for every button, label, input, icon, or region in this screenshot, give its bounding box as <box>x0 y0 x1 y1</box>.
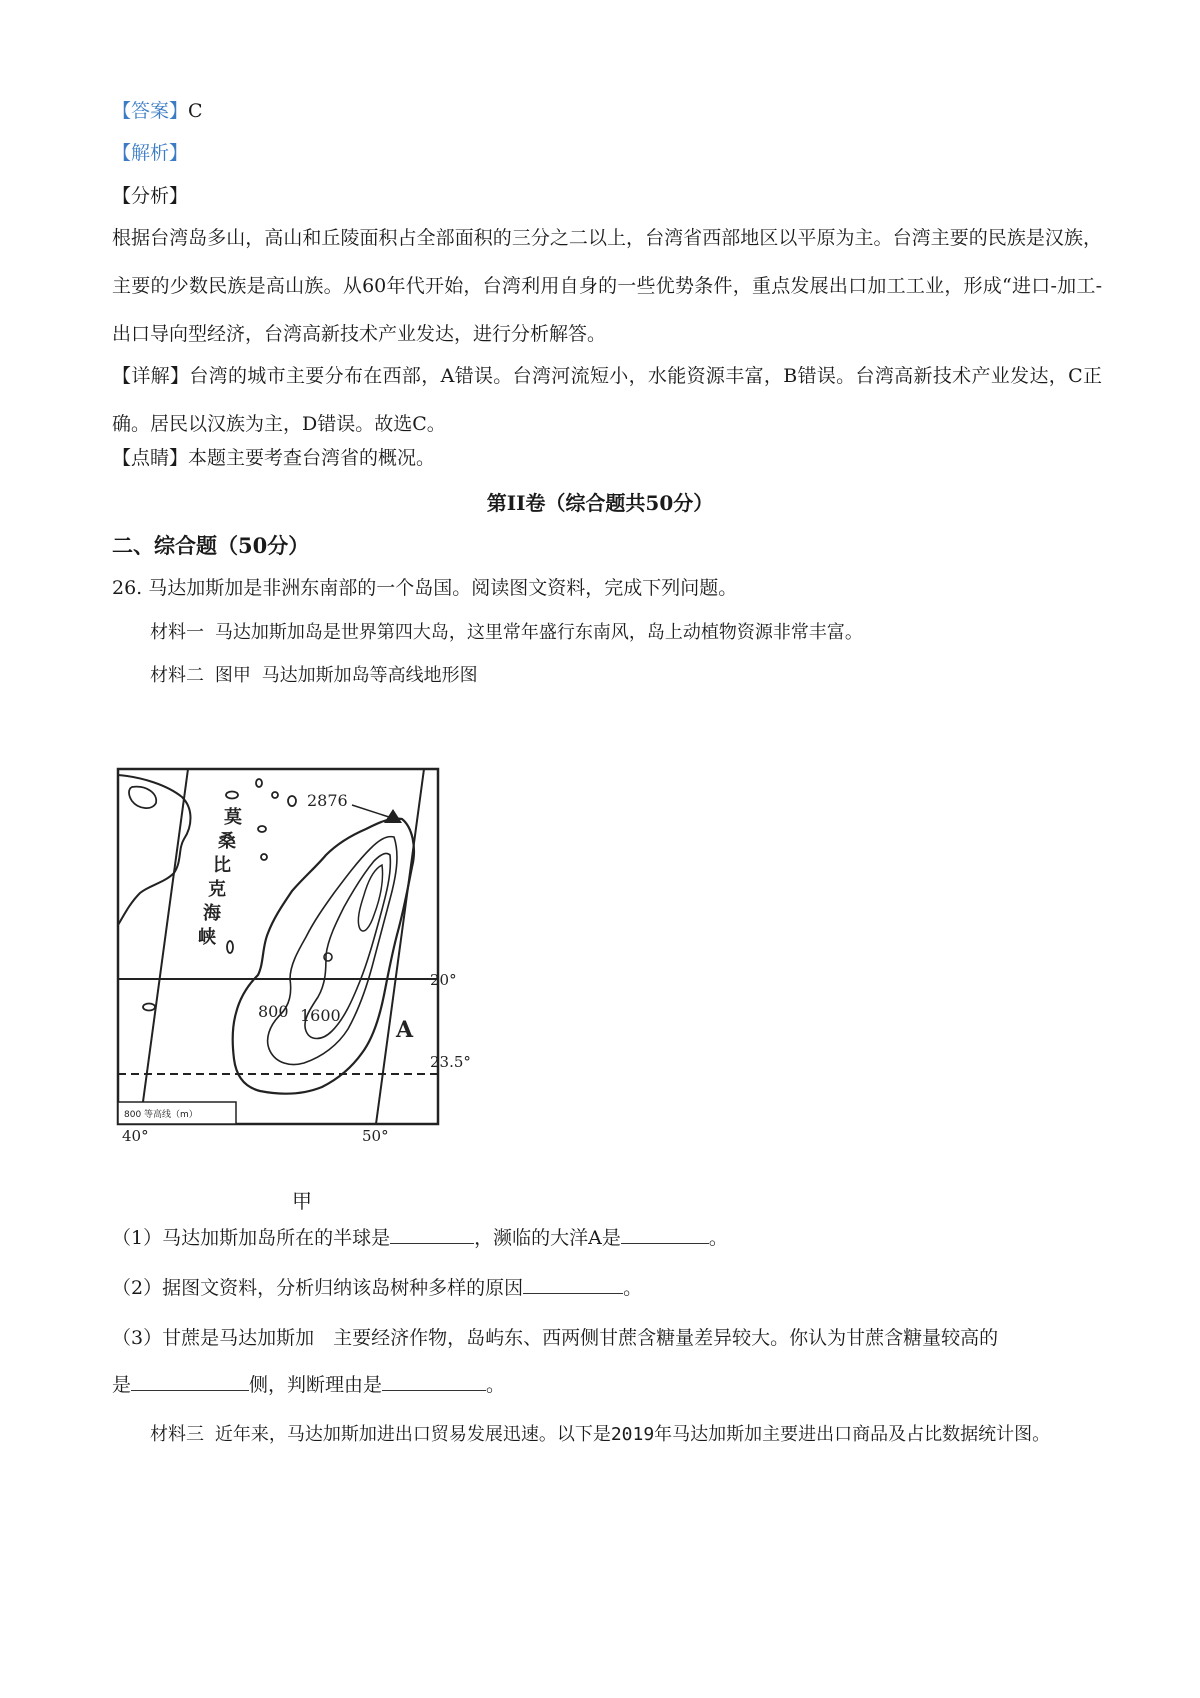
dianjing-line: 【点睛】本题主要考查台湾省的概况。 <box>112 447 436 469</box>
strait-char-4: 克 <box>208 879 226 900</box>
strait-char-6: 峡 <box>198 927 216 948</box>
fenxi-paragraph: 根据台湾岛多山，高山和丘陵面积占全部面积的三分之二以上，台湾省西部地区以平原为主。台湾主要的民族是汉族，主要的少数民族是高山族。从60年代开始，台湾利用自身的一些优势条件，重点发展出口加工工业，形成“进口-加工-出口导向型经济，台湾高新技术产业发达，进行分析解答。 <box>112 227 1102 345</box>
sub3-blank-1[interactable] <box>131 1372 249 1391</box>
lat-235-label: 23.5° <box>430 1053 471 1071</box>
legend-label: 800 等高线（m） <box>124 1110 198 1120</box>
coast-inlet <box>129 787 156 808</box>
island-comoro-1 <box>226 792 238 799</box>
sub-question-3-line2 <box>112 1372 505 1398</box>
island-comoro-4 <box>288 796 296 806</box>
question-26: 26. 马达加斯加是非洲东南部的一个岛国。阅读图文资料，完成下列问题。 <box>112 577 738 599</box>
sub2-text-b: 。 <box>623 1277 643 1299</box>
analysis-label: 【解析】 <box>112 142 189 164</box>
lat-20-label: 20° <box>430 971 457 989</box>
island-small-3 <box>227 941 233 953</box>
sub1-blank-2[interactable] <box>621 1225 709 1244</box>
sub2-blank[interactable] <box>523 1275 623 1294</box>
island-small-1 <box>258 826 266 832</box>
fenxi-label: 【分析】 <box>112 185 189 207</box>
madagascar-contour-map <box>112 757 532 1177</box>
answer-value: C <box>188 100 203 122</box>
strait-char-2: 桑 <box>218 831 236 852</box>
material-two: 材料二 图甲 马达加斯加岛等高线地形图 <box>150 665 478 686</box>
strait-char-1: 莫 <box>224 807 242 828</box>
island-small-2 <box>261 854 267 860</box>
lon-50-label: 50° <box>362 1127 389 1145</box>
strait-char-5: 海 <box>203 903 221 924</box>
island-small-4 <box>143 1004 155 1011</box>
sub1-blank-1[interactable] <box>390 1225 474 1244</box>
sub3-blank-2[interactable] <box>382 1372 486 1391</box>
part-heading: 二、综合题（50分） <box>112 533 310 558</box>
sub-question-1 <box>112 1225 728 1251</box>
sub-question-2 <box>112 1275 642 1301</box>
map-svg <box>112 757 532 1177</box>
material-one: 材料一 马达加斯加岛是世界第四大岛，这里常年盛行东南风，岛上动植物资源非常丰富。 <box>150 622 863 643</box>
sub2-text-a: （2）据图文资料，分析归纳该岛树种多样的原因 <box>112 1277 524 1299</box>
answer-line <box>112 98 203 124</box>
ocean-a-label: A <box>396 1017 414 1043</box>
sub3-text-a: 是 <box>112 1374 132 1396</box>
sub3-text-b: 侧，判断理由是 <box>249 1374 383 1396</box>
africa-coastline <box>118 775 191 925</box>
island-comoro-3 <box>272 792 278 798</box>
contour-1600-label: 1600 <box>300 1006 341 1025</box>
peak-leader <box>352 805 389 817</box>
answer-label: 【答案】 <box>112 100 189 122</box>
lon-40-label: 40° <box>122 1127 149 1145</box>
strait-char-3: 比 <box>213 855 231 876</box>
island-comoro-2 <box>256 779 262 787</box>
material-three: 材料三 近年来，马达加斯加进出口贸易发展迅速。以下是2019年马达加斯加主要进出口商品及占比数据统计图。 <box>150 1424 1051 1445</box>
sub-question-3-line1: （3）甘蔗是马达加斯加 主要经济作物，岛屿东、西两侧甘蔗含糖量差异较大。你认为甘蔗含糖量较高的 <box>112 1327 999 1349</box>
longitude-40-line <box>140 769 188 1124</box>
figure-caption: 甲 <box>292 1189 312 1213</box>
peak-label: 2876 <box>307 791 348 810</box>
sub3-text-c: 。 <box>486 1374 506 1396</box>
section-title: 第II卷（综合题共50分） <box>486 491 714 515</box>
sub1-text-c: 。 <box>708 1227 728 1249</box>
xiangjie-paragraph: 【详解】台湾的城市主要分布在西部，A错误。台湾河流短小，水能资源丰富，B错误。台湾高新技术产业发达，C正确。居民以汉族为主，D错误。故选C。 <box>112 365 1102 435</box>
contour-800-label: 800 <box>258 1002 289 1021</box>
sub1-text-a: （1）马达加斯加岛所在的半球是 <box>112 1227 391 1249</box>
sub1-text-b: ，濒临的大洋A是 <box>474 1227 621 1249</box>
